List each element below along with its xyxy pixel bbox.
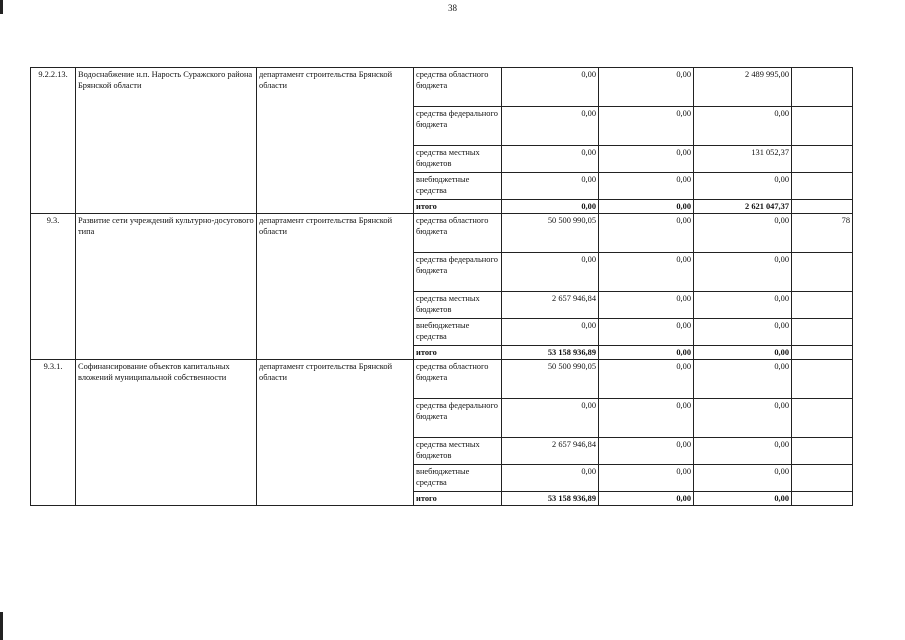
amount-cell [792, 146, 853, 173]
scan-edge-mark-bottom [0, 612, 3, 640]
funding-source-cell: средства областного бюджета [414, 68, 502, 107]
table-row [31, 360, 853, 399]
amount-cell [792, 319, 853, 346]
amount-cell [792, 253, 853, 292]
amount-cell: 0,00 [502, 146, 599, 173]
amount-cell: 0,00 [694, 399, 792, 438]
amount-cell: 50 500 990,05 [502, 214, 599, 253]
row-number-cell: 9.2.2.13. [31, 68, 76, 214]
amount-cell [792, 492, 853, 506]
amount-cell: 2 489 995,00 [694, 68, 792, 107]
amount-cell: 0,00 [694, 292, 792, 319]
executor-cell: департамент строительства Брянской области [257, 68, 414, 214]
amount-cell: 0,00 [599, 292, 694, 319]
amount-cell: 0,00 [599, 438, 694, 465]
table-row [31, 68, 853, 107]
amount-cell: 0,00 [694, 214, 792, 253]
event-name-cell: Водоснабжение н.п. Нарость Суражского района Брянской области [76, 68, 257, 214]
amount-cell: 0,00 [694, 346, 792, 360]
amount-cell: 0,00 [502, 107, 599, 146]
amount-cell: 0,00 [502, 200, 599, 214]
amount-cell: 0,00 [599, 360, 694, 399]
funding-source-cell: итого [414, 200, 502, 214]
scan-edge-mark-top [0, 0, 3, 14]
funding-source-cell: итого [414, 346, 502, 360]
event-name-cell: Софинансирование объектов капитальных вложений муниципальной собственности [76, 360, 257, 506]
amount-cell [792, 360, 853, 399]
amount-cell: 0,00 [502, 68, 599, 107]
executor-cell: департамент строительства Брянской области [257, 360, 414, 506]
amount-cell: 53 158 936,89 [502, 346, 599, 360]
amount-cell: 0,00 [599, 200, 694, 214]
amount-cell [792, 173, 853, 200]
amount-cell: 0,00 [694, 319, 792, 346]
amount-cell: 131 052,37 [694, 146, 792, 173]
amount-cell: 0,00 [502, 465, 599, 492]
amount-cell: 0,00 [694, 465, 792, 492]
amount-cell: 2 621 047,37 [694, 200, 792, 214]
funding-source-cell: средства местных бюджетов [414, 438, 502, 465]
amount-cell [792, 438, 853, 465]
amount-cell: 0,00 [599, 346, 694, 360]
funding-source-cell: средства федерального бюджета [414, 399, 502, 438]
amount-cell: 2 657 946,84 [502, 438, 599, 465]
amount-cell: 0,00 [599, 465, 694, 492]
amount-cell [792, 465, 853, 492]
amount-cell: 0,00 [599, 319, 694, 346]
amount-cell: 0,00 [694, 360, 792, 399]
row-number-cell: 9.3. [31, 214, 76, 360]
amount-cell: 50 500 990,05 [502, 360, 599, 399]
amount-cell: 0,00 [502, 173, 599, 200]
funding-source-cell: средства областного бюджета [414, 214, 502, 253]
amount-cell: 0,00 [599, 253, 694, 292]
funding-source-cell: средства местных бюджетов [414, 292, 502, 319]
funding-source-cell: средства федерального бюджета [414, 107, 502, 146]
amount-cell [792, 107, 853, 146]
amount-cell: 53 158 936,89 [502, 492, 599, 506]
amount-cell: 0,00 [694, 253, 792, 292]
amount-cell: 78 [792, 214, 853, 253]
funding-source-cell: внебюджетные средства [414, 319, 502, 346]
amount-cell: 0,00 [599, 492, 694, 506]
funding-source-cell: внебюджетные средства [414, 465, 502, 492]
funding-source-cell: средства федерального бюджета [414, 253, 502, 292]
amount-cell: 0,00 [599, 68, 694, 107]
amount-cell: 0,00 [502, 399, 599, 438]
amount-cell [792, 68, 853, 107]
amount-cell: 2 657 946,84 [502, 292, 599, 319]
page-number: 38 [448, 3, 457, 13]
funding-source-cell: средства местных бюджетов [414, 146, 502, 173]
amount-cell: 0,00 [599, 399, 694, 438]
amount-cell: 0,00 [599, 214, 694, 253]
amount-cell: 0,00 [502, 253, 599, 292]
amount-cell [792, 346, 853, 360]
amount-cell: 0,00 [694, 492, 792, 506]
funding-source-cell: итого [414, 492, 502, 506]
table-row [31, 214, 853, 253]
amount-cell [792, 292, 853, 319]
amount-cell: 0,00 [694, 438, 792, 465]
funding-source-cell: внебюджетные средства [414, 173, 502, 200]
budget-table [30, 67, 853, 506]
amount-cell: 0,00 [694, 107, 792, 146]
funding-source-cell: средства областного бюджета [414, 360, 502, 399]
amount-cell: 0,00 [599, 107, 694, 146]
amount-cell [792, 399, 853, 438]
row-number-cell: 9.3.1. [31, 360, 76, 506]
amount-cell: 0,00 [694, 173, 792, 200]
executor-cell: департамент строительства Брянской области [257, 214, 414, 360]
event-name-cell: Развитие сети учреждений культурно-досугового типа [76, 214, 257, 360]
amount-cell: 0,00 [599, 146, 694, 173]
amount-cell: 0,00 [502, 319, 599, 346]
amount-cell [792, 200, 853, 214]
amount-cell: 0,00 [599, 173, 694, 200]
